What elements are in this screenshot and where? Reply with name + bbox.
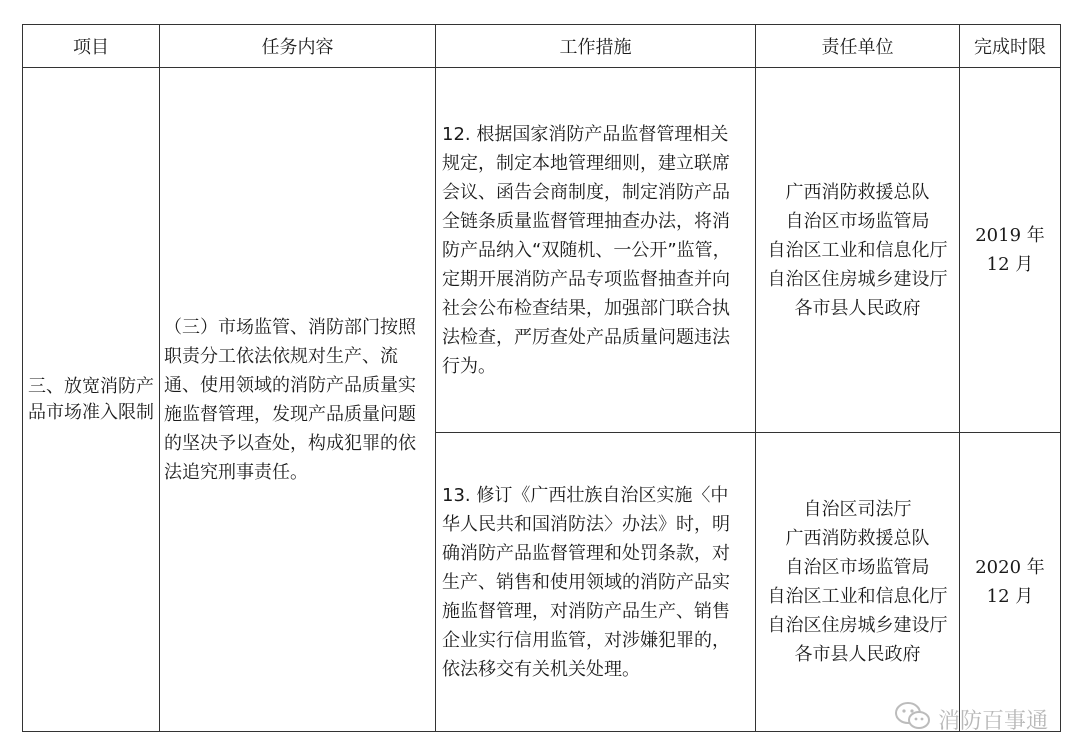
- measure-line: 法检查，严厉查处产品质量问题违法: [442, 326, 730, 348]
- measure-line: 确消防产品监督管理和处罚条款，对: [442, 542, 730, 564]
- deadline-line: 12 月: [986, 254, 1034, 275]
- header-row: [23, 25, 1061, 68]
- unit-line: 自治区市场监管局: [785, 210, 930, 232]
- measure-line: 社会公布检查结果，加强部门联合执: [442, 297, 730, 319]
- measure-line: 企业实行信用监管，对涉嫌犯罪的，: [442, 629, 730, 651]
- deadline-line: 2020 年: [975, 557, 1045, 578]
- measure-line: 全链条质量监督管理抽查办法，将消: [442, 210, 730, 232]
- deadline-cell: [960, 68, 1061, 433]
- wechat-icon: [894, 701, 932, 737]
- header-project: 项目: [23, 25, 160, 68]
- task-line: 通、使用领域的消防产品质量实: [164, 374, 416, 396]
- table-row: [23, 68, 1061, 433]
- unit-line: 自治区工业和信息化厅: [767, 586, 948, 607]
- watermark: [894, 701, 1048, 737]
- unit-line: 自治区市场监管局: [785, 557, 930, 578]
- header-responsible-unit: 责任单位: [756, 25, 960, 68]
- task-line: 法追究刑事责任。: [164, 461, 308, 483]
- task-line: 职责分工依法依规对生产、流: [164, 345, 398, 367]
- measure-line: 13. 修订《广西壮族自治区实施〈中: [442, 484, 729, 506]
- measure-line: 依法移交有关机关处理。: [442, 658, 640, 680]
- header-deadline: 完成时限: [960, 25, 1061, 68]
- responsible-unit-cell: [756, 433, 960, 732]
- measure-line: 生产、销售和使用领域的消防产品实: [442, 571, 730, 593]
- policy-table: [22, 24, 1061, 732]
- unit-line: 自治区工业和信息化厅: [767, 239, 948, 261]
- unit-line: 自治区住房城乡建设厅: [767, 268, 948, 290]
- project-cell: [23, 68, 160, 732]
- project-line: 品市场准入限制: [28, 401, 154, 423]
- measure-cell: [436, 433, 756, 732]
- header-measures: 工作措施: [436, 25, 756, 68]
- unit-line: 广西消防救援总队: [785, 528, 930, 549]
- header-task: 任务内容: [160, 25, 436, 68]
- task-line: 的坚决予以查处，构成犯罪的依: [164, 432, 416, 454]
- measure-line: 施监督管理，对消防产品生产、销售: [442, 600, 730, 622]
- measure-line: 华人民共和国消防法〉办法》时，明: [442, 513, 730, 535]
- task-line: 施监督管理，发现产品质量问题: [164, 403, 416, 425]
- unit-line: 各市县人民政府: [794, 297, 921, 319]
- project-line: 三、放宽消防产: [28, 375, 154, 397]
- unit-line: 广西消防救援总队: [785, 181, 930, 203]
- measure-line: 12. 根据国家消防产品监督管理相关: [442, 123, 729, 145]
- measure-line: 规定，制定本地管理细则，建立联席: [442, 152, 730, 174]
- unit-line: 自治区住房城乡建设厅: [767, 615, 948, 636]
- unit-line: 各市县人民政府: [794, 644, 921, 665]
- measure-line: 会议、函告会商制度，制定消防产品: [442, 181, 730, 203]
- responsible-unit-cell: [756, 68, 960, 433]
- task-cell: [160, 68, 436, 732]
- measure-line: 定期开展消防产品专项监督抽查并向: [442, 268, 730, 290]
- unit-line: 自治区司法厅: [803, 499, 912, 520]
- deadline-line: 2019 年: [975, 225, 1045, 246]
- watermark-text: 消防百事通: [937, 708, 1048, 734]
- task-line: （三）市场监管、消防部门按照: [164, 316, 416, 338]
- deadline-line: 12 月: [986, 586, 1034, 607]
- measure-line: 防产品纳入“双随机、一公开”监管，: [442, 239, 731, 261]
- measure-cell: [436, 68, 756, 433]
- measure-line: 行为。: [442, 355, 496, 377]
- deadline-cell: [960, 433, 1061, 732]
